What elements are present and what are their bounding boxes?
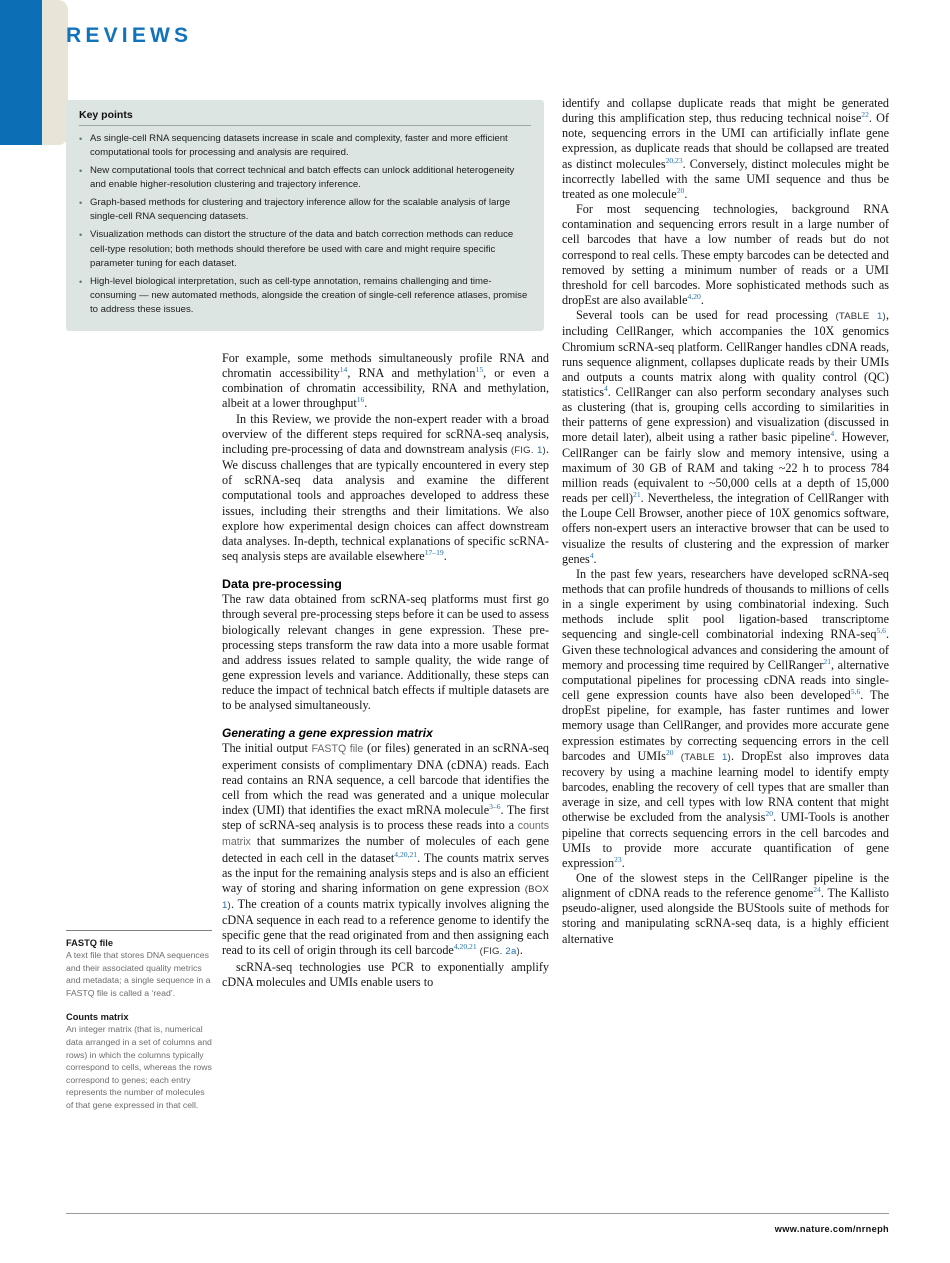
running-head-reviews: REVIEWS [66,24,193,47]
section-heading-data-pre-processing: Data pre-processing [222,577,342,592]
text-run: One of the slowest steps in the CellRanger pipeline is the alignment of cDNA reads to the reference genome [562,870,889,901]
reference-marker[interactable]: 20,23 [665,155,683,165]
text-run: . Given these technological advances and considering the amount of memory and processing time required by CellRanger [562,627,889,672]
xref-number: 1 [877,311,883,323]
text-run: . UMI-Tools is another pipeline that corrects sequencing errors in the cell barcodes and UMIs to provide more accurate quantification of gene expression [562,810,889,870]
reference-marker[interactable]: 4,20,21 [453,942,477,952]
reference-marker[interactable]: 15 [475,365,484,375]
reference-marker[interactable]: 4,20 [687,291,701,301]
key-point-text: Visualization methods can distort the structure of the data and batch correction methods can reduce cell-type resolution; both methods should therefore be used with care and might require specific parameter tuning for each dataset. [90,229,514,269]
page-edge-tab-blue [0,0,42,145]
glossary-entry-counts-matrix [66,1012,212,1111]
text-run: . We discuss challenges that are typically encountered in every step of scRNA-seq data analysis and examine the different computational tools and approaches developed to address these issues, including their strengths and their limitations. We also explore how experimental design choices can affect downstream data analyses. In-depth, technical explanations of specific scRNA-seq analysis steps are available elsewhere [222,441,549,564]
text-run: , including CellRanger, which accompanies the 10X genomics Chromium scRNA-seq platform. CellRanger handles cDNA reads, runs sequence alignment, collapses duplicate reads by their UMIs and outputs a counts matrix along with quality control (QC) statistics [562,308,889,399]
xref-prefix: FIG. [483,946,503,958]
list-item [79,196,531,225]
xref-number: 1 [222,900,228,911]
xref-prefix: BOX [528,883,549,895]
text-run: . [621,855,625,870]
key-point-text: High-level biological interpretation, such as cell-type annotation, remains challenging and time-consuming — new automated methods, alongside the creation of single-cell reference atlases, promise to address these issues. [90,275,528,316]
key-points-list [79,132,531,318]
text-run: Several tools can be used for read processing [576,308,836,323]
reference-marker[interactable]: 21 [823,656,831,666]
text-run: , or even a combination of chromatin accessibility, RNA and methylation, albeit at a lower throughput [222,366,550,411]
text-run: . The Kallisto pseudo-aligner, used alongside the BUStools suite of methods for storing and manipulating scRNA-seq data, is a highly efficient alternative [562,886,889,946]
footer-url[interactable]: www.nature.com/nrneph [774,1224,889,1234]
reference-marker[interactable]: 20 [665,747,674,757]
bullet-icon: • [79,198,83,209]
text-run: . [684,186,688,201]
list-item [79,132,531,161]
reference-marker[interactable]: 20 [765,809,773,819]
text-run: . The counts matrix serves as the input for the remaining analysis steps and is also an efficient way of storing and sharing information on gene expression [222,850,549,895]
cross-reference-figure-2a[interactable]: (FIG. 2a) [479,946,520,958]
glossary-entry-term: FASTQ file [66,938,114,948]
subsection-heading-generating-a-gene-expression-matrix: Generating a gene expression matrix [222,726,433,741]
text-run: identify and collapse duplicate reads that might be generated during this amplification step, thus reducing technical noise [562,96,889,126]
paragraph: scRNA-seq technologies use PCR to exponentially amplify cDNA molecules and UMIs enable users to [222,959,549,989]
reference-marker[interactable]: 4 [603,383,608,393]
body-column-right [562,96,889,947]
list-item [79,275,531,318]
key-points-box [66,100,544,331]
text-run: , alternative computational pipelines for processing cDNA reads into single-cell gene expression counts have also been developed [562,657,889,703]
reference-marker[interactable]: 21 [633,490,641,499]
bullet-icon: • [79,230,83,241]
reference-marker[interactable]: 4 [830,429,835,439]
paragraph [222,412,549,565]
reference-marker[interactable]: 4 [589,550,594,560]
text-run: , RNA and methylation [347,366,476,381]
cross-reference-figure-1[interactable]: (FIG. 1) [510,444,546,456]
bullet-icon: • [79,166,83,177]
paragraph [222,741,549,959]
reference-marker[interactable]: 20 [676,185,685,195]
xref-prefix: TABLE [838,311,870,323]
reference-marker[interactable]: 24 [813,885,821,895]
text-run: . [700,293,704,308]
xref-prefix: TABLE [684,751,715,763]
paragraph [562,567,889,871]
paragraph: The raw data obtained from scRNA-seq platforms must first go through several pre-processing steps before it can be used to assess biologically relevant changes in gene expression. These pre-processing steps transform the raw data into a more usable format and address issues related to sample quality, the wide range of gene expression levels and variance. Additionally, these steps can reduce the impact of technical batch effects if multiple datasets are to be analysed simultaneously. [222,592,549,713]
reference-marker[interactable]: 16 [356,395,365,405]
paragraph [562,871,889,947]
key-point-text: New computational tools that correct technical and batch effects can unlock additional heterogeneity and enable higher-resolution clustering and trajectory inference. [90,165,515,191]
paragraph [222,351,549,412]
text-run: The initial output [222,741,312,756]
text-run: For most sequencing technologies, background RNA contamination and sequencing errors result in a large number of cell barcodes that have a low number of reads but do not correspond to real cells. These empty barcodes can be detected and removed by setting a minimum number of reads or a UMI threshold for cell barcodes. More sophisticated methods such as dropEst are also available [562,202,890,308]
glossary-entry-definition: An integer matrix (that is, numerical data arranged in a set of columns and rows) in which the columns typically correspond to cells, whereas the rows correspond to genes; each entry represents the number of molecules of that gene expressed in that cell. [66,1024,212,1110]
reference-marker[interactable]: 22 [861,110,869,120]
paragraph [562,96,889,202]
reference-marker[interactable]: 5,6 [876,626,886,636]
text-run: . DropEst also improves data recovery by using a machine learning model to identify empty barcodes, enabling the recovery of cell types that are smaller than average in size, and cell types with low RNA content that might otherwise be excluded from the analysis [562,748,889,825]
text-run: (or files) generated in an scRNA-seq experiment consists of complimentary DNA (cDNA) reads. Each read contains an RNA sequence, a cell barcode that identifies the cell from which the read was generated and a unique molecular index (UMI) that identifies the exact mRNA molecule [222,741,549,818]
paragraph [562,202,889,308]
body-column-left [222,351,549,990]
text-run: For example, some methods simultaneously profile RNA and chromatin accessibility [222,351,549,381]
cross-reference-box-1[interactable]: (BOX 1) [222,883,549,911]
key-point-text: As single-cell RNA sequencing datasets increase in scale and complexity, faster and more efficient computational tools for processing and analysis are required. [90,133,508,159]
text-run: . [593,551,597,566]
reference-marker[interactable]: 23 [614,854,622,864]
text-run: . The first step of scRNA-seq analysis is to process these reads into a [222,803,549,833]
reference-marker[interactable]: 5,6 [850,687,861,697]
glossary-term-counts-matrix[interactable]: counts matrix [222,820,549,849]
text-run: . The dropEst pipeline, for example, has faster runtimes and lower memory usage than CellRanger, and provides more accurate gene expression estimates by correcting sequencing errors in the cell barcodes and UMIs [562,688,889,763]
text-run: . [519,943,523,958]
text-run: In the past few years, researchers have developed scRNA-seq methods that can profile hundreds of thousands to millions of cells in a single experiment by using combinatorial indexing. Such methods include split pool ligation-based transcriptome sequencing and single-cell combinatorial indexing RNA-seq [562,566,889,642]
text-run: that summarizes the number of molecules of each gene detected in each cell in the dataset [222,834,549,865]
xref-number: 1 [537,444,543,456]
text-run: . Conversely, distinct molecules might be incorrectly labelled with the same UMI sequence and thus be treated as one molecule [562,156,889,201]
key-points-title: Key points [79,109,531,126]
xref-number: 1 [721,751,728,763]
glossary-entry-fastq-file [66,938,212,999]
bullet-icon: • [79,134,83,144]
text-run: . [364,396,368,411]
reference-marker[interactable]: 3–6 [489,802,501,811]
divider [66,930,212,931]
paragraph [562,308,889,567]
glossary-entry-definition: A text file that stores DNA sequences and their associated quality metrics and metadata; a single sequence in a FASTQ file is called a ‘read’. [66,950,211,998]
cross-reference-table-1[interactable]: (TABLE 1) [680,751,731,763]
list-item [79,164,531,193]
text-run: . [443,549,447,564]
list-item [79,228,531,271]
glossary-entry-term: Counts matrix [66,1012,129,1023]
text-run: In this Review, we provide the non-expert reader with a broad overview of the different steps required for scRNA-seq analysis, including pre-processing of data and downstream analysis [222,411,549,456]
reference-marker[interactable]: 4,20,21 [394,849,418,859]
cross-reference-table-1[interactable]: (TABLE 1) [835,311,886,323]
key-point-text: Graph-based methods for clustering and trajectory inference allow for the scalable analysis of large single-cell RNA sequencing datasets. [90,197,511,223]
xref-number: 2a [505,946,517,958]
text-run: . CellRanger can also perform secondary analyses such as clustering (that is, grouping cells according to similarities in their patterns of gene expression) and visualization (discussed in more detail later), albeit using a rather basic pipeline [562,384,889,445]
reference-marker[interactable]: 14 [339,365,348,375]
reference-marker[interactable]: 17–19 [424,547,444,557]
text-run: . The creation of a counts matrix typically involves aligning the cDNA sequence in each read to a reference genome to identify the specific gene that the read originated from and then assigning each read to its cell of origin through its cell barcode [222,897,549,958]
text-run: . Of note, sequencing errors in the UMI can artificially inflate gene expression, as duplicate reads that should be collapsed are treated as distinct molecules [562,111,889,171]
xref-prefix: FIG. [514,444,534,456]
margin-glossary [66,930,212,1125]
text-run: . Nevertheless, the integration of CellRanger with the Loupe Cell Browser, another piece of 10X genomics software, offers non-expert users an interactive browser that can be used to visualize the results of clustering and the expression of marker genes [562,491,889,566]
bullet-icon: • [79,276,83,287]
glossary-term-fastq-file[interactable]: FASTQ file [311,743,364,756]
text-run: . However, CellRanger can be fairly slow and memory intensive, using a maximum of 30 GB of RAM and taking ~22 h to process 784 million reads (equivalent to ~50,000 cells at a depth of 15,000 reads per cell) [562,430,889,506]
footer-divider [66,1213,889,1214]
